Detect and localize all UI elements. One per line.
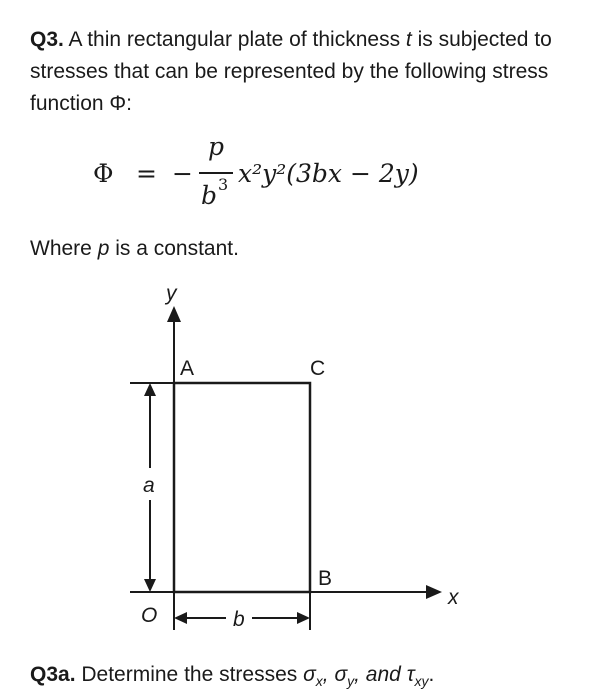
equation-numerator: p: [208, 132, 225, 161]
equation-equals: =: [136, 159, 157, 188]
question-number: Q3.: [30, 28, 64, 51]
plate-rectangle: [174, 383, 310, 592]
equation-minus: −: [172, 159, 193, 188]
corner-label-b: B: [318, 567, 333, 590]
question-intro-2: is subjected to stresses that can be represented by the following stress function Φ:: [30, 28, 552, 115]
equation-denominator: b: [201, 181, 218, 210]
width-label: b: [233, 608, 245, 631]
where-post: is a constant.: [109, 237, 239, 260]
height-arrow-bottom: [144, 579, 156, 592]
where-pre: Where: [30, 237, 98, 260]
subquestion-comma-1: ,: [322, 663, 335, 686]
thickness-variable: t: [405, 28, 412, 51]
question-intro-1: A thin rectangular plate of thickness: [63, 28, 406, 51]
sigma-symbol-x: σ: [303, 663, 316, 686]
y-axis-label: y: [166, 282, 177, 305]
equation-denominator-exponent: 3: [218, 175, 229, 194]
corner-label-a: A: [180, 357, 195, 380]
width-arrow-right: [297, 612, 310, 624]
equation-rhs: x²y²(3bx − 2y): [238, 159, 419, 188]
tau-subscript: xy: [414, 673, 429, 689]
corner-label-c: C: [310, 357, 326, 380]
sigma-symbol-y: σ: [334, 663, 348, 686]
subquestion-end: .: [428, 663, 435, 686]
width-arrow-left: [174, 612, 187, 624]
constant-variable: p: [97, 237, 110, 260]
equation-lhs: Φ: [93, 159, 114, 188]
height-arrow-top: [144, 383, 156, 396]
y-axis-arrowhead: [167, 306, 181, 322]
subquestion-text-1: Determine the stresses: [75, 663, 304, 686]
sigma-subscript-y: y: [347, 673, 355, 689]
subquestion-text: [30, 659, 580, 692]
x-axis-label: x: [448, 586, 459, 609]
height-label: a: [143, 474, 155, 497]
x-axis-arrowhead: [426, 585, 442, 599]
subquestion-number: Q3a.: [30, 663, 76, 686]
sigma-subscript-x: x: [315, 673, 323, 689]
origin-label: O: [141, 604, 158, 627]
tau-symbol: τ: [406, 663, 415, 686]
subquestion-comma-2: , and: [354, 663, 407, 686]
